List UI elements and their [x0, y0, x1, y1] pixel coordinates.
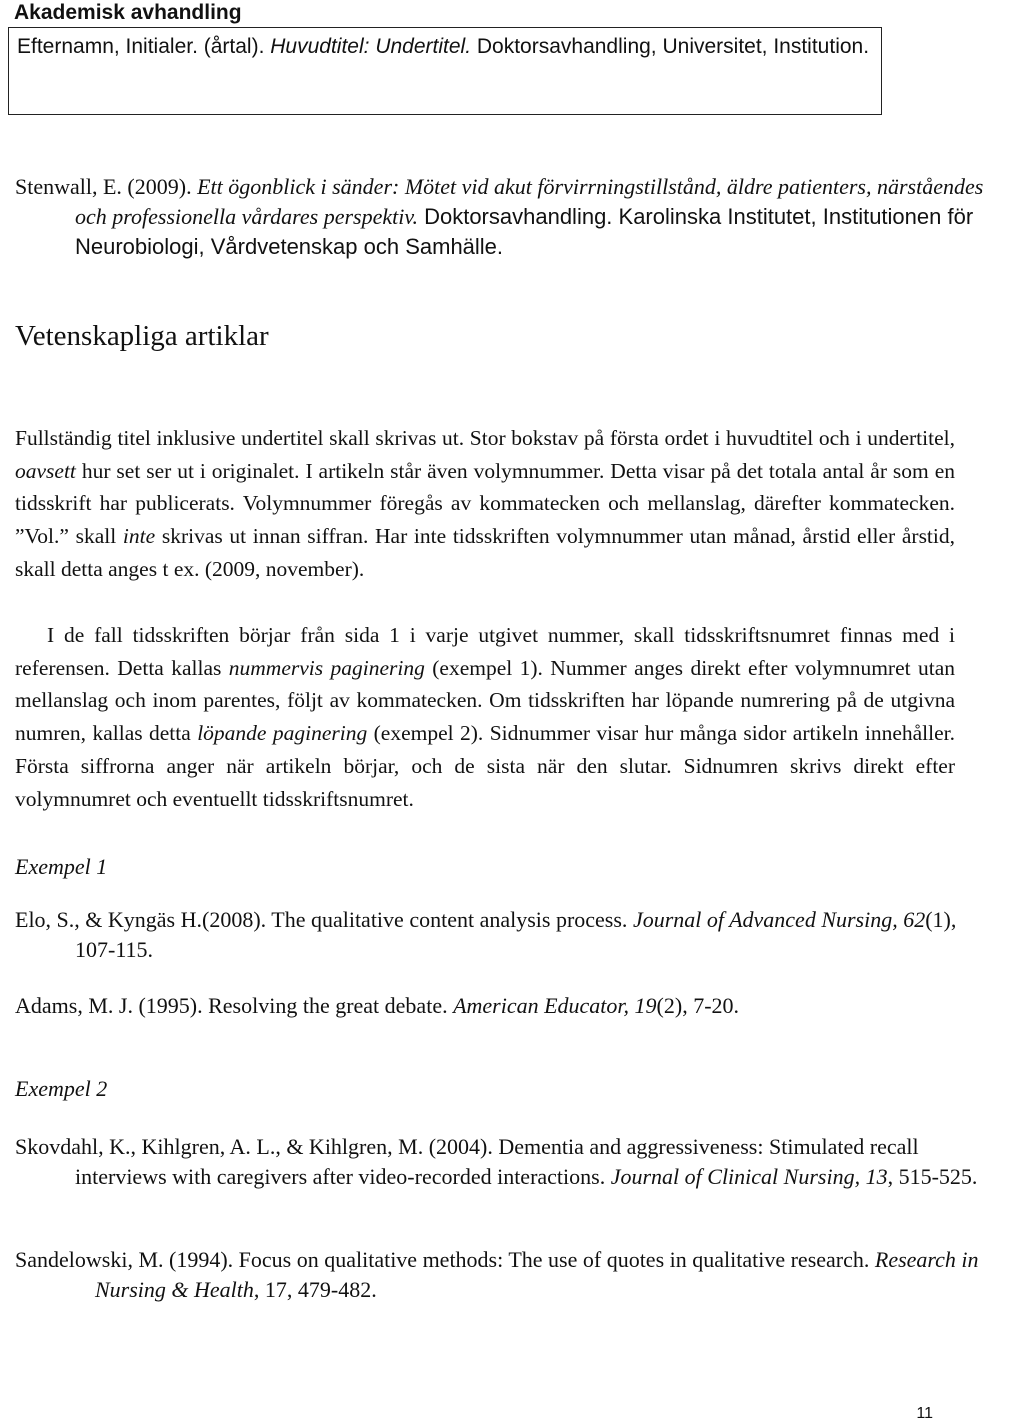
thesis-template-text: Efternamn, Initialer. (årtal). [17, 35, 271, 58]
paragraph-text: skrivas ut innan siffran. Har inte tidsskriften volymnummer utan månad, årstid eller årstid, skall detta anges t ex. (2009, november). [15, 524, 956, 581]
paragraph-text: I de fall tidsskriften börjar från sida 1 i varje utgivet nummer, skall tidsskriftsnumret finnas med i referensen. Detta kallas [15, 623, 955, 680]
example-label-text: Exempel 1 [15, 854, 108, 879]
reference-details: (1), 107-115. [75, 907, 957, 962]
thesis-template-rest: Doktorsavhandling, Universitet, Institution. [471, 35, 870, 58]
reference-journal: Journal of Clinical Nursing, 13 [610, 1164, 888, 1189]
thesis-heading: Akademisk avhandling [14, 1, 242, 24]
emphasis: inte [122, 524, 156, 549]
section-title: Vetenskapliga artiklar [15, 320, 269, 352]
emphasis: oavsett [15, 458, 76, 483]
example-1-label [15, 852, 107, 882]
paragraph-text: (exempel 1). Nummer anges direkt efter volymnumret utan mellanslag och inom parentes, följt av kommatecken. Om tidsskriften har löpande numrering på de utgivna numren, kallas detta [15, 655, 955, 746]
thesis-template-box [8, 27, 882, 115]
reference-journal: Journal of Advanced Nursing, 62 [632, 907, 926, 932]
reference-details: , 17, 479-482. [253, 1277, 377, 1302]
paragraph-text: hur set ser ut i originalet. I artikeln står även volymnummer. Detta visar på det totala antal år som en tidsskrift har publicerats. Volymnummer föregås av kommatecken och mellanslag, därefter kommatecken. ”Vol.” skall [15, 458, 955, 549]
example-2-reference-2 [15, 1245, 1015, 1305]
body-paragraph [15, 619, 955, 815]
paragraph-text: Fullständig titel inklusive undertitel skall skrivas ut. Stor bokstav på första ordet i huvudtitel och i undertitel, [15, 426, 955, 450]
emphasis: nummervis paginering [228, 655, 425, 680]
reference-authors: Skovdahl, K., Kihlgren, A. L., & Kihlgren, M. (2004). Dementia and aggressiveness: Stimulated recall interviews with caregivers after video-recorded interactions. [15, 1134, 919, 1189]
reference-authors: Stenwall, E. (2009). [15, 174, 198, 199]
paragraph-text: (exempel 2). Sidnummer visar hur många sidor artikeln innehåller. Första siffrorna anger när artikeln börjar, och de sista när den slutar. Sidnumren skrivs direkt efter volymnumret och eventuellt tidsskriftsnumret. [15, 721, 955, 811]
thesis-example-reference [15, 172, 995, 262]
thesis-template-title: Huvudtitel: Undertitel. [270, 35, 472, 58]
page-number: 11 [916, 1405, 933, 1422]
example-label-text: Exempel 2 [15, 1076, 108, 1101]
emphasis: löpande paginering [197, 721, 368, 746]
reference-authors: Elo, S., & Kyngäs H.(2008). The qualitative content analysis process. [15, 907, 633, 932]
reference-authors: Sandelowski, M. (1994). Focus on qualitative methods: The use of quotes in qualitative research. [15, 1247, 875, 1272]
example-2-reference-1 [15, 1132, 995, 1192]
example-2-label [15, 1074, 107, 1104]
reference-authors: Adams, M. J. (1995). Resolving the great debate. [15, 993, 454, 1018]
reference-journal: American Educator, 19 [453, 993, 657, 1018]
reference-details: (2), 7-20. [656, 993, 740, 1018]
reference-journal: Research in Nursing & Health [95, 1247, 979, 1302]
example-1-reference-1 [15, 905, 995, 965]
example-1-reference-2 [15, 991, 995, 1021]
body-paragraph [15, 422, 955, 586]
reference-details: , 515-525. [887, 1164, 978, 1189]
reference-publisher: Doktorsavhandling. Karolinska Institutet, Institutionen för Neurobiologi, Vårdvetenskap och Samhälle. [75, 204, 974, 259]
reference-title: Ett ögonblick i sänder: Mötet vid akut förvirrningstillstånd, äldre patienters, närståendes och professionella vårdares perspektiv. [75, 174, 984, 229]
